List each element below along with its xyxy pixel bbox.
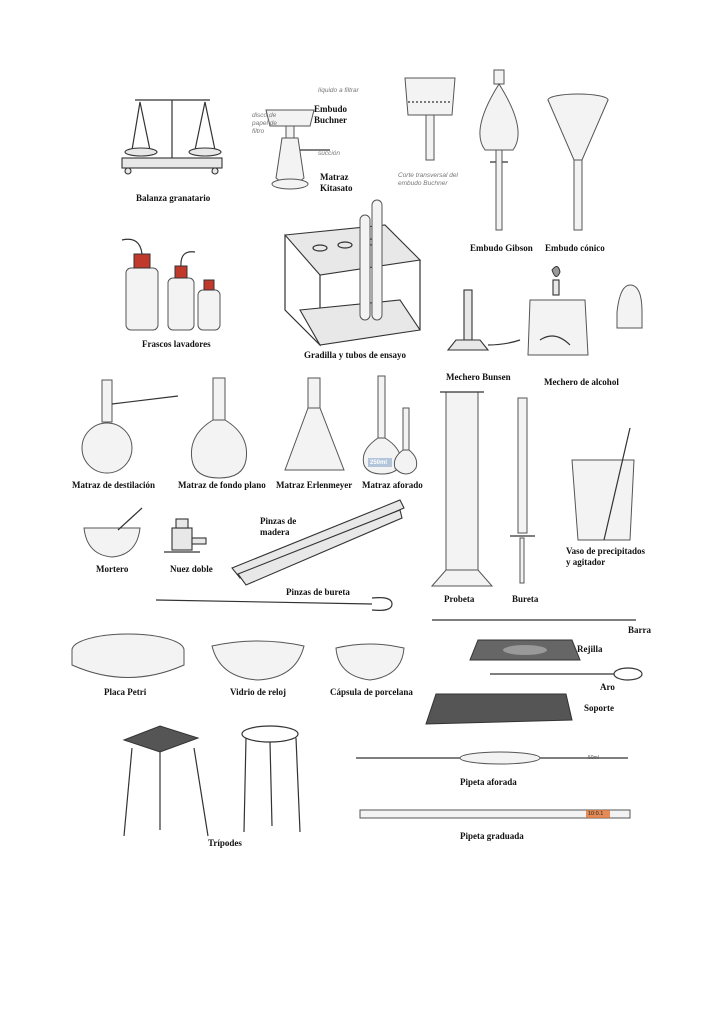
label-rejilla: Rejilla — [577, 644, 603, 654]
label-pipeta-graduada: Pipeta graduada — [460, 831, 524, 841]
aforado-volume-marking: 250ml — [370, 460, 388, 466]
porcelain-dish-illustration — [336, 644, 404, 680]
label-placa-petri: Placa Petri — [104, 687, 147, 697]
gibson-funnel-illustration — [480, 70, 518, 230]
label-matraz-kitasato: Matraz Kitasato — [320, 172, 353, 193]
flat-bottom-flask-illustration — [191, 378, 246, 478]
test-tube-rack-illustration — [285, 200, 420, 345]
label-embudo-buchner: Embudo Buchner — [314, 104, 348, 125]
bunsen-burner-illustration — [448, 290, 520, 350]
buchner-section-illustration — [405, 78, 455, 160]
label-gradilla: Gradilla y tubos de ensayo — [304, 350, 407, 360]
pipeta-graduada-marking: 10:0.1 — [588, 811, 604, 817]
alcohol-burner-illustration — [528, 266, 642, 355]
label-probeta: Probeta — [444, 594, 475, 604]
label-matraz-fondo: Matraz de fondo plano — [178, 480, 266, 490]
petri-dish-illustration — [72, 634, 184, 678]
label-embudo-gibson: Embudo Gibson — [470, 243, 533, 253]
label-vidrio-reloj: Vidrio de reloj — [230, 687, 286, 697]
label-disco: disco de papel de filtro — [252, 112, 277, 135]
watch-glass-illustration — [212, 641, 304, 680]
ring-illustration — [490, 668, 642, 680]
distillation-flask-illustration — [82, 380, 178, 473]
label-vaso: Vaso de precipitados y agitador — [566, 546, 646, 567]
mortar-illustration — [84, 508, 142, 557]
tripods-illustration — [124, 726, 300, 836]
label-mechero-alcohol: Mechero de alcohol — [544, 377, 619, 387]
label-nuez: Nuez doble — [170, 564, 213, 574]
label-pinzas-madera: Pinzas de madera — [260, 516, 297, 537]
label-mortero: Mortero — [96, 564, 129, 574]
label-matraz-aforado: Matraz aforado — [362, 480, 423, 490]
label-frascos: Frascos lavadores — [142, 339, 211, 349]
burette-clamp-illustration — [156, 598, 392, 611]
label-liquido: líquido a filtrar — [318, 87, 359, 94]
graduated-cylinder-illustration — [432, 392, 492, 586]
support-base-illustration — [426, 694, 572, 724]
wire-gauze-illustration — [470, 640, 580, 660]
label-balanza: Balanza granatario — [136, 193, 211, 203]
label-mechero-bunsen: Mechero Bunsen — [446, 372, 511, 382]
label-aro: Aro — [600, 682, 615, 692]
label-soporte: Soporte — [584, 703, 614, 713]
label-bureta: Bureta — [512, 594, 539, 604]
wooden-tongs-illustration — [232, 500, 404, 585]
label-matraz-destilacion: Matraz de destilación — [72, 480, 155, 490]
label-matraz-erlenmeyer: Matraz Erlenmeyer — [276, 480, 353, 490]
pipeta-aforada-marking: 50ml — [588, 755, 599, 761]
conical-funnel-illustration — [548, 94, 608, 230]
erlenmeyer-flask-illustration — [285, 378, 344, 470]
label-succion: succión — [318, 150, 341, 157]
label-corte: Corte transversal del embudo Buchner — [398, 172, 458, 187]
label-pipeta-aforada: Pipeta aforada — [460, 777, 517, 787]
label-embudo-conico: Embudo cónico — [545, 243, 605, 253]
wash-bottles-illustration — [122, 239, 220, 330]
label-tripodes: Trípodes — [208, 838, 242, 848]
beaker-illustration — [572, 428, 634, 540]
label-capsula: Cápsula de porcelana — [330, 687, 413, 697]
label-pinzas-bureta: Pinzas de bureta — [286, 587, 350, 597]
burette-illustration — [510, 398, 535, 583]
balance-illustration — [122, 100, 222, 174]
double-clamp-illustration — [164, 519, 206, 552]
label-barra: Barra — [628, 625, 651, 635]
